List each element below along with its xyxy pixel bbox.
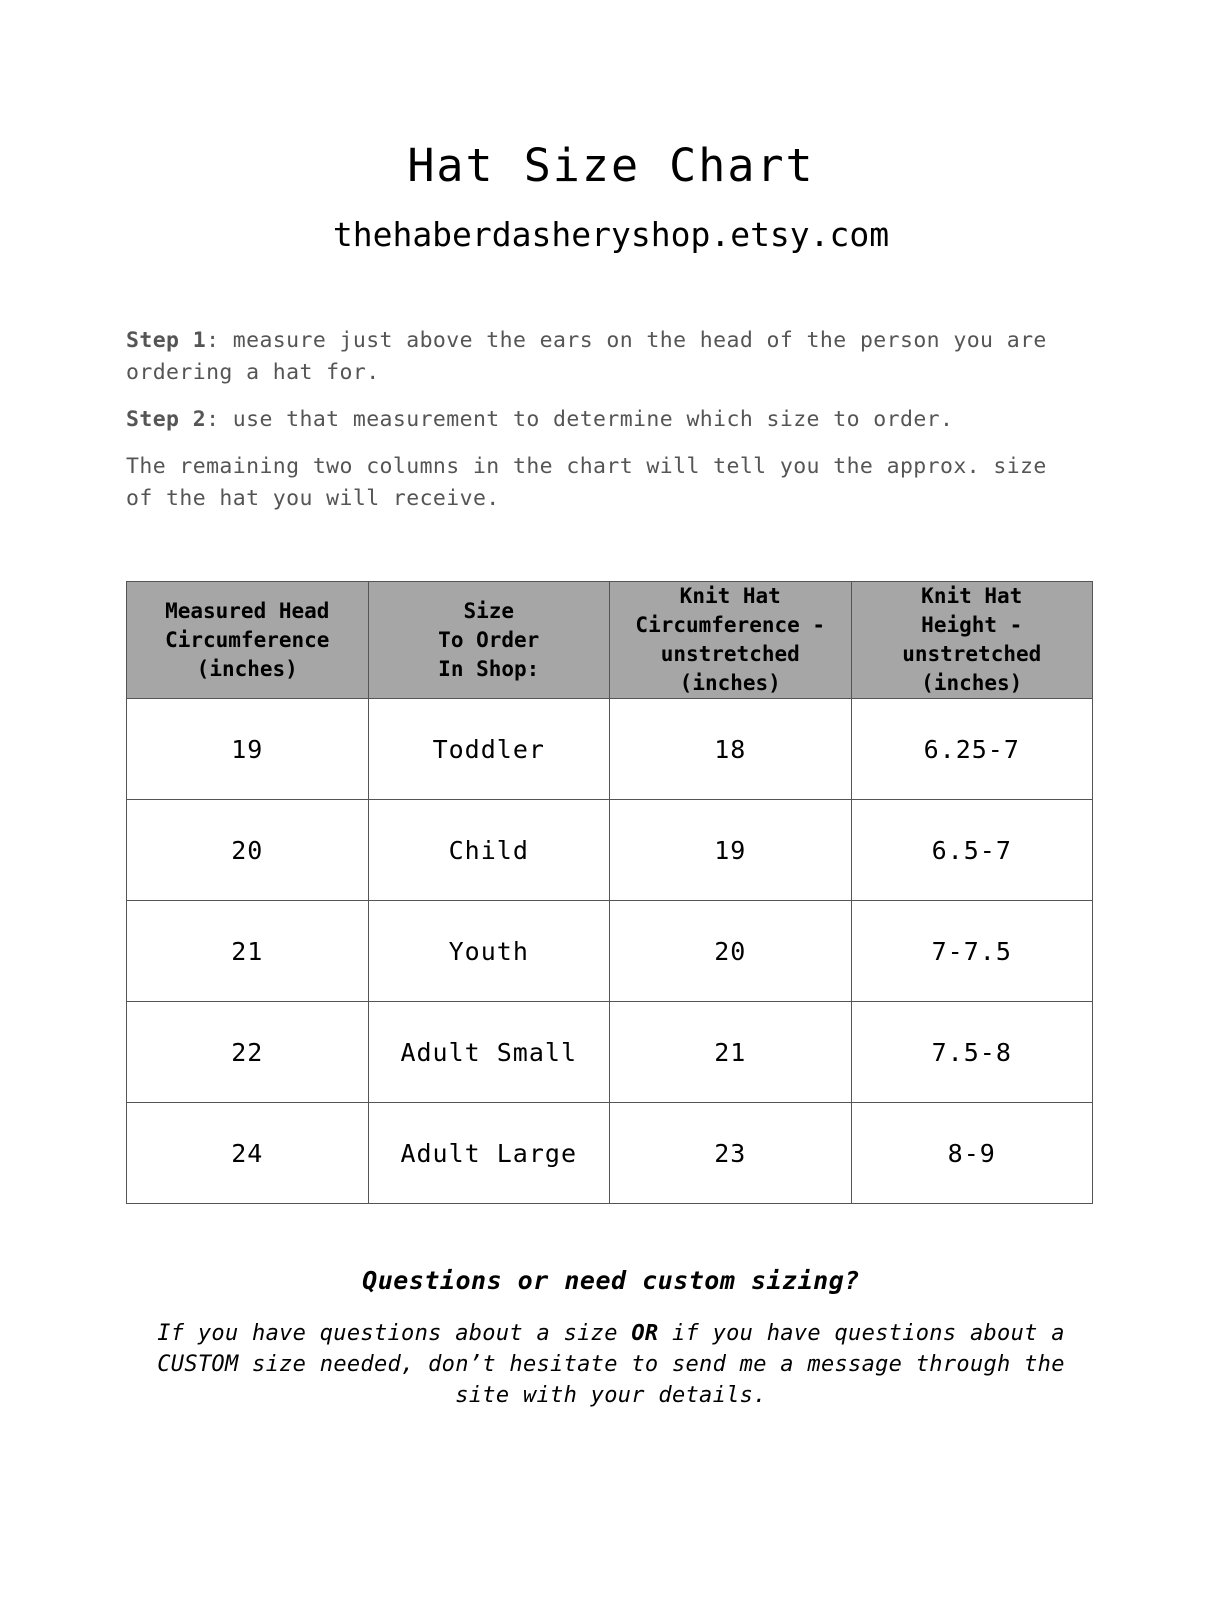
- page-title: Hat Size Chart: [407, 139, 815, 192]
- step-1-text: : measure just above the ears on the head of the person you are ordering a hat for.: [126, 328, 1047, 385]
- cell-head-circumference: 19: [127, 699, 369, 800]
- step-1: [126, 325, 1076, 389]
- questions-body-emphasis: OR: [631, 1321, 659, 1346]
- table-header-row: [127, 582, 1093, 699]
- step-2-text: : use that measurement to determine which size to order.: [206, 407, 954, 432]
- table-row: [127, 699, 1093, 800]
- instructions: [126, 325, 1076, 530]
- questions-body-part2: if you have questions about a CUSTOM size needed, don’t hesitate to send me a message through the site with your details.: [157, 1321, 1065, 1408]
- questions-body: [140, 1318, 1082, 1411]
- questions-heading: Questions or need custom sizing?: [362, 1266, 860, 1295]
- cell-head-circumference: 22: [127, 1002, 369, 1103]
- shop-url: thehaberdasheryshop.etsy.com: [332, 215, 890, 254]
- cell-size: Youth: [368, 901, 610, 1002]
- cell-size: Child: [368, 800, 610, 901]
- cell-hat-height: 7-7.5: [851, 901, 1093, 1002]
- cell-hat-height: 6.5-7: [851, 800, 1093, 901]
- table-row: [127, 800, 1093, 901]
- cell-size: Adult Small: [368, 1002, 610, 1103]
- cell-hat-height: 8-9: [851, 1103, 1093, 1204]
- table-row: [127, 1002, 1093, 1103]
- cell-hat-height: 7.5-8: [851, 1002, 1093, 1103]
- header-head-circumference: Measured Head Circumference (inches): [127, 582, 369, 699]
- cell-hat-circumference: 19: [610, 800, 852, 901]
- cell-size: Toddler: [368, 699, 610, 800]
- cell-head-circumference: 20: [127, 800, 369, 901]
- cell-size: Adult Large: [368, 1103, 610, 1204]
- cell-head-circumference: 24: [127, 1103, 369, 1204]
- step-2: [126, 404, 1076, 436]
- cell-hat-circumference: 20: [610, 901, 852, 1002]
- cell-hat-circumference: 18: [610, 699, 852, 800]
- cell-head-circumference: 21: [127, 901, 369, 1002]
- cell-hat-circumference: 23: [610, 1103, 852, 1204]
- step-1-label: Step 1: [126, 328, 207, 353]
- step-2-label: Step 2: [126, 407, 207, 432]
- table-row: [127, 1103, 1093, 1204]
- size-table: [126, 581, 1093, 1204]
- table-row: [127, 901, 1093, 1002]
- header-hat-circumference: Knit Hat Circumference - unstretched (inches): [610, 582, 852, 699]
- cell-hat-height: 6.25-7: [851, 699, 1093, 800]
- header-hat-height: Knit Hat Height - unstretched (inches): [851, 582, 1093, 699]
- columns-note: The remaining two columns in the chart will tell you the approx. size of the hat you will receive.: [126, 454, 1047, 511]
- questions-body-part1: If you have questions about a size: [157, 1321, 632, 1346]
- header-size-to-order: Size To Order In Shop:: [368, 582, 610, 699]
- cell-hat-circumference: 21: [610, 1002, 852, 1103]
